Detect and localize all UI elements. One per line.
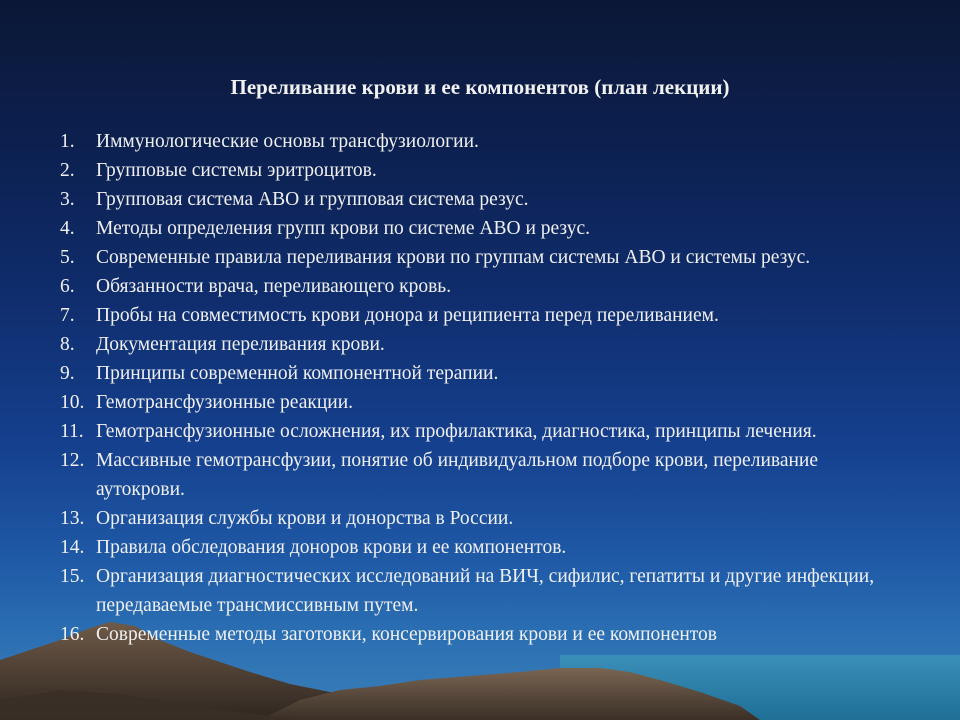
list-item — [60, 272, 940, 301]
list-item — [60, 359, 940, 388]
item-number: 7. — [60, 305, 75, 326]
list-item — [60, 330, 940, 359]
item-number: 11. — [60, 421, 84, 442]
item-text: Групповая система АВО и групповая система резус. — [96, 189, 529, 210]
list-item — [60, 388, 940, 417]
item-number: 9. — [60, 363, 75, 384]
list-item — [60, 533, 940, 562]
item-text: Правила обследования доноров крови и ее компонентов. — [96, 537, 567, 558]
item-text: Иммунологические основы трансфузиологии. — [96, 131, 479, 152]
item-text: Принципы современной компонентной терапии. — [96, 363, 499, 384]
list-item — [60, 562, 940, 620]
item-text: Гемотрансфузионные реакции. — [96, 392, 354, 413]
item-text: Современные правила переливания крови по группам системы АВО и системы резус. — [96, 247, 811, 268]
item-number: 5. — [60, 247, 75, 268]
slide-title: Переливание крови и ее компонентов (план лекции) — [230, 75, 730, 99]
list-item — [60, 417, 940, 446]
item-text: Обязанности врача, переливающего кровь. — [96, 276, 452, 297]
item-number: 14. — [60, 537, 85, 558]
item-text: Организация диагностических исследований на ВИЧ, сифилис, гепатиты и другие инфекции, передаваемые трансмиссивным путем. — [96, 566, 875, 616]
list-item — [60, 214, 940, 243]
item-number: 2. — [60, 160, 75, 181]
list-item — [60, 446, 940, 504]
list-item — [60, 620, 940, 649]
item-number: 13. — [60, 508, 85, 529]
item-number: 16. — [60, 624, 85, 645]
item-number: 15. — [60, 566, 85, 587]
item-text: Пробы на совместимость крови донора и реципиента перед переливанием. — [96, 305, 719, 326]
list-item — [60, 156, 940, 185]
item-text: Современные методы заготовки, консервирования крови и ее компонентов — [96, 624, 718, 645]
list-item — [60, 127, 940, 156]
item-text: Организация службы крови и донорства в России. — [96, 508, 514, 529]
list-item — [60, 301, 940, 330]
lecture-plan-list — [60, 127, 940, 649]
item-number: 8. — [60, 334, 75, 355]
list-item — [60, 243, 940, 272]
item-number: 4. — [60, 218, 75, 239]
item-number: 1. — [60, 131, 75, 152]
item-text: Массивные гемотрансфузии, понятие об индивидуальном подборе крови, переливание аутокрови. — [96, 450, 819, 500]
item-text: Документация переливания крови. — [96, 334, 385, 355]
item-number: 10. — [60, 392, 85, 413]
item-text: Методы определения групп крови по системе АВО и резус. — [96, 218, 591, 239]
item-number: 12. — [60, 450, 85, 471]
item-text: Групповые системы эритроцитов. — [96, 160, 377, 181]
item-text: Гемотрансфузионные осложнения, их профилактика, диагностика, принципы лечения. — [96, 421, 817, 442]
item-number: 6. — [60, 276, 75, 297]
list-item — [60, 185, 940, 214]
list-item — [60, 504, 940, 533]
item-number: 3. — [60, 189, 75, 210]
